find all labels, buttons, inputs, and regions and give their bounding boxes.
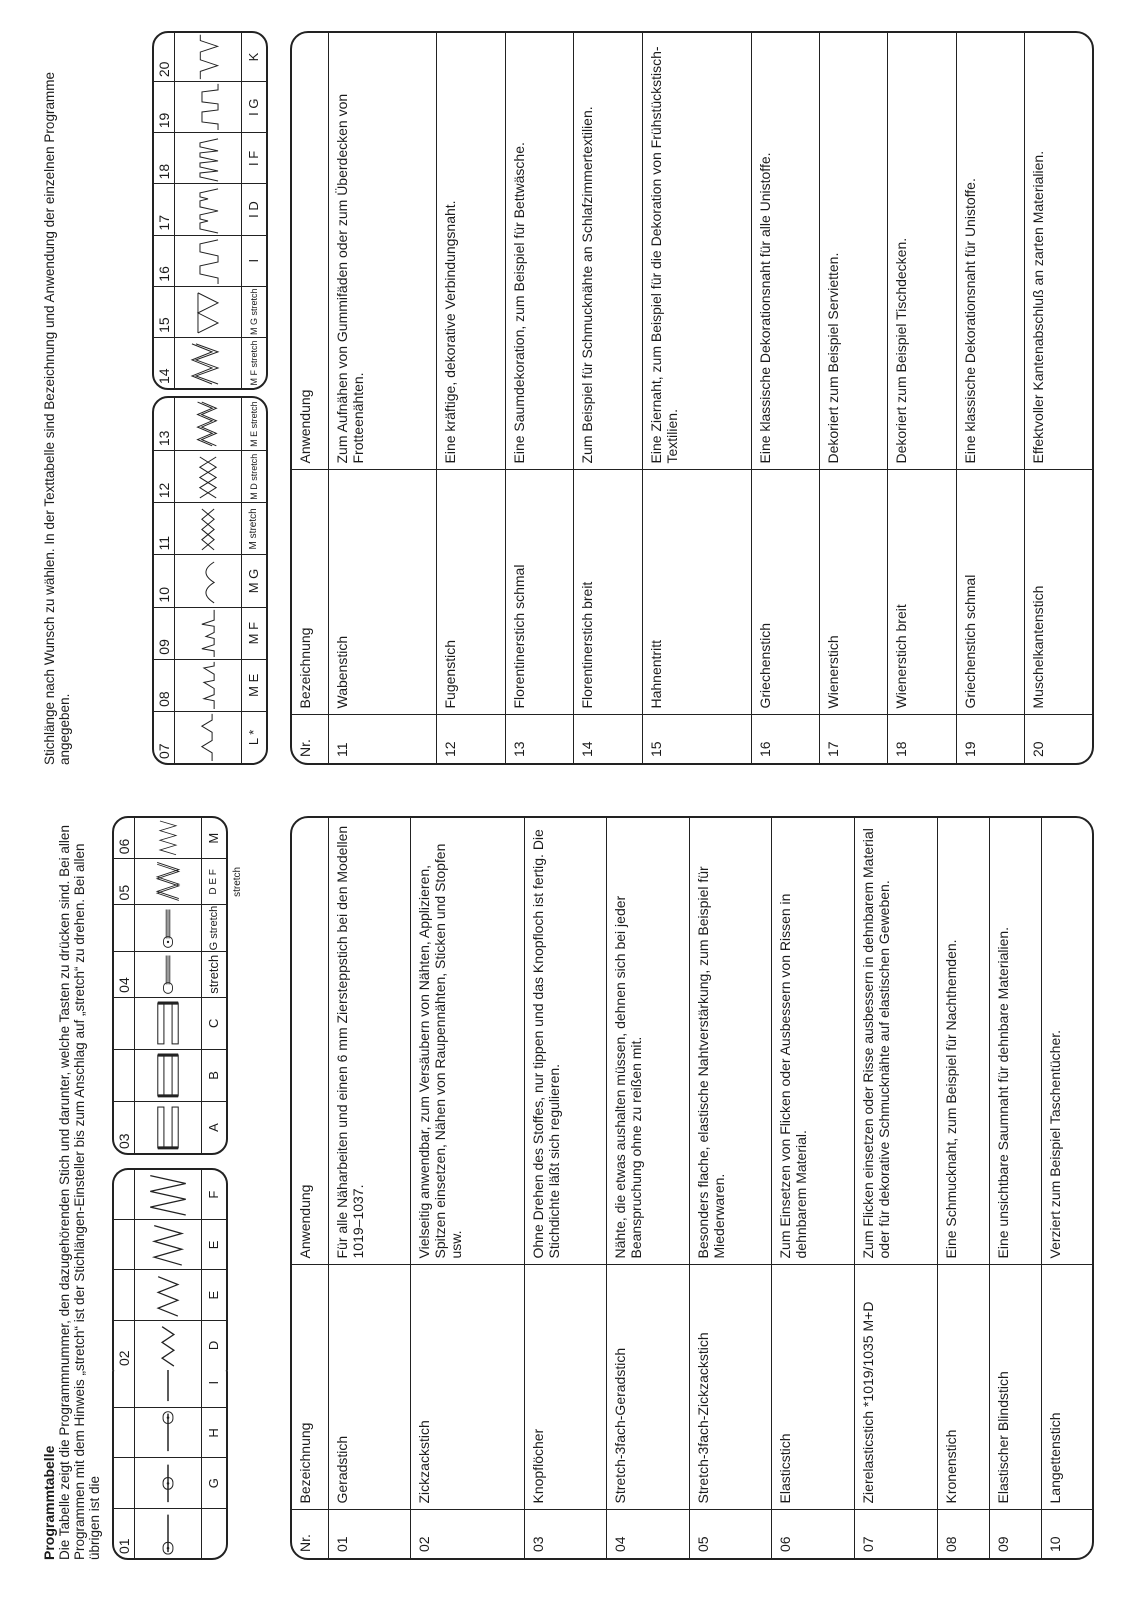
key-label: D E F stretch xyxy=(208,866,243,897)
honeycomb-icon xyxy=(175,503,242,554)
program-number: 15 xyxy=(154,287,175,337)
key-label xyxy=(202,1509,226,1558)
honeycomb-icon xyxy=(175,287,242,337)
row-use: Vielseitig anwendbar, zum Versäubern von Nähten, Applizieren, Spitzen einsetzen, Nähen von Raupennähten, Sticken und Stopfen usw. xyxy=(411,818,524,1265)
stitch-panel-02 xyxy=(112,1168,228,1370)
row-nr: 10 xyxy=(1041,1510,1092,1558)
decorative-icon xyxy=(175,712,242,763)
stitch-cell xyxy=(114,1458,226,1508)
greek-icon xyxy=(175,133,242,183)
row-use: Ohne Drehen des Stoffes, nur tippen und das Knopfloch ist fertig. Die Stichdichte läßt sich regulieren. xyxy=(524,818,607,1265)
row-name: Zierelasticstich *1019/1035 M+D xyxy=(855,1265,938,1510)
table-row xyxy=(751,33,819,763)
program-number: 09 xyxy=(154,608,175,659)
key-label: I xyxy=(246,258,261,263)
table-row xyxy=(956,33,1024,763)
row-use: Eine Ziernaht, zum Beispiel für die Dekoration von Frühstückstisch-Textilien. xyxy=(642,33,751,470)
table-row xyxy=(855,818,938,1558)
table-row xyxy=(411,818,524,1558)
honeycomb-icon xyxy=(175,398,242,450)
stitch-cell xyxy=(154,286,266,337)
row-nr: 13 xyxy=(505,715,573,763)
table-row xyxy=(820,33,888,763)
key-label: M G stretch xyxy=(249,288,259,336)
row-use: Verziert zum Beispiel Taschentücher. xyxy=(1041,818,1092,1265)
table-row xyxy=(328,33,437,763)
row-nr: 05 xyxy=(689,1510,772,1558)
key-label: M E stretch xyxy=(249,401,259,447)
table-row xyxy=(505,33,573,763)
row-name: Wabenstich xyxy=(328,470,437,715)
column-header-nr: Nr. xyxy=(292,1510,328,1558)
stitch-cell xyxy=(154,132,266,183)
row-nr: 07 xyxy=(855,1510,938,1558)
row-name: Florentinerstich breit xyxy=(574,470,642,715)
program-number: 02 xyxy=(114,1321,135,1370)
column-header-name: Bezeichnung xyxy=(292,470,328,715)
row-nr: 09 xyxy=(989,1510,1041,1558)
stitch-cell xyxy=(154,450,266,502)
key-label: M stretch xyxy=(248,508,259,550)
honeycomb-icon xyxy=(175,338,242,388)
triple-zigzag-icon xyxy=(135,859,202,904)
stitch-cell xyxy=(114,1270,226,1320)
intro-block xyxy=(42,820,102,1560)
row-use: Zum Flicken einsetzen oder Risse ausbessern in dehnbarem Material oder für dekorative Schmucknähte auf elastischen Geweben. xyxy=(855,818,938,1265)
row-name: Hahnentritt xyxy=(642,470,751,715)
row-use: Eine klassische Dekorationsnaht für alle Unistoffe. xyxy=(751,33,819,470)
table-row xyxy=(772,818,855,1558)
key-label: M D stretch xyxy=(249,453,259,500)
program-number xyxy=(114,1170,135,1219)
key-label: M F stretch xyxy=(249,340,259,386)
row-use: Eine Schmucknaht, zum Beispiel für Nachthemden. xyxy=(937,818,989,1265)
program-number: 01 xyxy=(114,1509,135,1558)
column-header-name: Bezeichnung xyxy=(292,1265,328,1510)
zigzag-icon xyxy=(135,1271,202,1320)
stitch-panel-01 xyxy=(112,1356,228,1560)
stitch-cell xyxy=(154,607,266,659)
table-row xyxy=(574,33,642,763)
row-nr: 17 xyxy=(820,715,888,763)
row-name: Wienerstich breit xyxy=(888,470,956,715)
program-number: 14 xyxy=(154,338,175,388)
row-name: Knopflöcher xyxy=(524,1265,607,1510)
elastic-icon xyxy=(135,818,202,858)
straight-stitch-icon xyxy=(135,1459,202,1508)
greek-icon xyxy=(175,184,242,234)
program-number: 04 xyxy=(114,952,135,997)
key-label: L * xyxy=(246,729,261,746)
stitch-cell xyxy=(154,337,266,388)
stitch-cell xyxy=(114,904,226,950)
stitch-cell xyxy=(114,1320,226,1370)
scallop-icon xyxy=(175,555,242,606)
program-number: 07 xyxy=(154,712,175,763)
row-nr: 19 xyxy=(956,715,1024,763)
row-name: Stretch-3fach-Zickzackstich xyxy=(689,1265,772,1510)
program-number xyxy=(114,1408,135,1457)
buttonhole-icon xyxy=(135,998,202,1049)
row-name: Griechenstich schmal xyxy=(956,470,1024,715)
stitch-cell xyxy=(114,1508,226,1558)
column-header-nr: Nr. xyxy=(292,715,328,763)
stitch-cell xyxy=(114,858,243,904)
intro-title: Programmtabelle xyxy=(41,1445,57,1560)
program-number xyxy=(114,1220,135,1269)
row-use: Effektvoller Kantenabschluß an zarten Materialien. xyxy=(1025,33,1092,470)
triple-straight-icon xyxy=(135,952,202,997)
table-row xyxy=(328,818,411,1558)
program-number xyxy=(114,1050,135,1101)
program-number xyxy=(114,905,135,950)
row-use: Dekoriert zum Beispiel Tischdecken. xyxy=(888,33,956,470)
zigzag-icon xyxy=(135,1170,202,1219)
row-name: Wienerstich xyxy=(820,470,888,715)
stitch-cell xyxy=(114,1170,226,1219)
table-row xyxy=(437,33,505,763)
row-name: Stretch-3fach-Geradstich xyxy=(607,1265,690,1510)
straight-stitch-icon xyxy=(135,1509,202,1558)
greek-icon xyxy=(175,82,242,132)
stitch-cell xyxy=(114,1219,226,1269)
key-label: stretch xyxy=(206,954,221,994)
program-number: 13 xyxy=(154,398,175,450)
straight-stitch-icon xyxy=(135,1408,202,1457)
stitch-cell xyxy=(114,818,226,858)
row-name: Langettenstich xyxy=(1041,1265,1092,1510)
row-use: Dekoriert zum Beispiel Servietten. xyxy=(820,33,888,470)
stitch-cell xyxy=(154,235,266,286)
stitch-cell xyxy=(154,554,266,606)
table-row xyxy=(1025,33,1092,763)
row-use: Zum Beispiel für Schmucknähte an Schlafzimmertextilien. xyxy=(574,33,642,470)
stitch-cell xyxy=(154,398,266,450)
zigzag-icon xyxy=(135,1321,202,1370)
program-number xyxy=(114,998,135,1049)
key-label: A xyxy=(206,1123,221,1132)
program-number: 08 xyxy=(154,660,175,711)
program-number xyxy=(114,1271,135,1320)
row-nr: 16 xyxy=(751,715,819,763)
stitch-cell xyxy=(114,1407,226,1457)
program-number: 19 xyxy=(154,82,175,132)
stitch-cell xyxy=(154,711,266,763)
zigzag-icon xyxy=(135,1220,202,1269)
key-label: E xyxy=(206,1290,221,1300)
program-table-right xyxy=(290,31,1094,765)
row-nr: 08 xyxy=(937,1510,989,1558)
row-nr: 14 xyxy=(574,715,642,763)
program-number: 16 xyxy=(154,236,175,286)
stitch-panel-07-13 xyxy=(152,396,268,765)
row-name: Muschelkantenstich xyxy=(1025,470,1092,715)
key-label: F xyxy=(206,1190,221,1199)
key-label: K xyxy=(246,52,261,62)
table-row xyxy=(989,818,1041,1558)
program-number: 05 xyxy=(114,859,135,904)
row-name: Kronenstich xyxy=(937,1265,989,1510)
stitch-cell xyxy=(154,33,266,81)
row-nr: 20 xyxy=(1025,715,1092,763)
program-number: 20 xyxy=(154,33,175,81)
key-label: B xyxy=(206,1071,221,1080)
row-name: Zickzackstich xyxy=(411,1265,524,1510)
table-row xyxy=(607,818,690,1558)
program-number: 11 xyxy=(154,503,175,554)
row-nr: 12 xyxy=(437,715,505,763)
honeycomb-icon xyxy=(175,451,242,502)
row-nr: 02 xyxy=(411,1510,524,1558)
program-number: 18 xyxy=(154,133,175,183)
key-label: C xyxy=(206,1018,221,1029)
program-table-left xyxy=(290,816,1094,1560)
program-number: 17 xyxy=(154,184,175,234)
table-row xyxy=(937,818,989,1558)
key-label: D xyxy=(206,1340,221,1351)
buttonhole-icon xyxy=(135,1050,202,1101)
key-label: I D xyxy=(246,201,261,218)
buttonhole-icon xyxy=(135,1102,202,1153)
key-label: G xyxy=(206,1478,221,1489)
row-use: Eine kräftige, dekorative Verbindungsnaht. xyxy=(437,33,505,470)
key-label: M xyxy=(206,832,221,844)
stitch-cell xyxy=(154,81,266,132)
row-use: Besonders flache, elastische Nahtverstärkung, zum Beispiel für Miederwaren. xyxy=(689,818,772,1265)
key-label: I xyxy=(206,1380,221,1385)
row-use: Nähte, die etwas aushalten müssen, dehnen sich bei jeder Beanspruchung ohne zu reißen mit. xyxy=(607,818,690,1265)
key-label: G stretch xyxy=(208,905,220,951)
column-header-use: Anwendung xyxy=(292,33,328,470)
key-label: E xyxy=(206,1240,221,1250)
shell-icon xyxy=(175,33,242,81)
table-row xyxy=(888,33,956,763)
blindstitch-icon xyxy=(175,608,242,659)
table-row xyxy=(1041,818,1092,1558)
stitch-cell xyxy=(154,502,266,554)
row-nr: 11 xyxy=(328,715,437,763)
stitch-cell xyxy=(114,997,226,1049)
row-nr: 04 xyxy=(607,1510,690,1558)
row-nr: 03 xyxy=(524,1510,607,1558)
row-use: Zum Aufnähen von Gummifäden oder zum Überdecken von Frotteenähten. xyxy=(328,33,437,470)
program-number: 10 xyxy=(154,555,175,606)
row-nr: 06 xyxy=(772,1510,855,1558)
row-name: Fugenstich xyxy=(437,470,505,715)
row-name: Elasticstich xyxy=(772,1265,855,1510)
row-use: Eine klassische Dekorationsnaht für Unistoffe. xyxy=(956,33,1024,470)
row-use: Eine unsichtbare Saumnaht für dehnbare Materialien. xyxy=(989,818,1041,1265)
row-name: Elastischer Blindstich xyxy=(989,1265,1041,1510)
row-use: Für alle Näharbeiten und einen 6 mm Ziersteppstich bei den Modellen 1019–1037. xyxy=(328,818,411,1265)
triple-straight-icon xyxy=(135,905,202,950)
stitch-cell xyxy=(154,183,266,234)
row-nr: 01 xyxy=(328,1510,411,1558)
stitch-cell xyxy=(114,1049,226,1101)
row-nr: 18 xyxy=(888,715,956,763)
program-number: 12 xyxy=(154,451,175,502)
row-name: Florentinerstich schmal xyxy=(505,470,573,715)
key-label: I F xyxy=(246,150,261,166)
stitch-panel-03-06 xyxy=(112,816,243,1155)
stitch-cell xyxy=(114,1101,226,1153)
program-number xyxy=(114,1459,135,1508)
row-use: Eine Saumdekoration, zum Beispiel für Bettwäsche. xyxy=(505,33,573,470)
key-label: M G xyxy=(246,568,261,594)
row-name: Geradstich xyxy=(328,1265,411,1510)
row-use: Zum Einsetzen von Flicken oder Ausbessern von Rissen in dehnbarem Material. xyxy=(772,818,855,1265)
stitch-panel-14-20 xyxy=(152,31,268,390)
program-number: 03 xyxy=(114,1102,135,1153)
program-number: 06 xyxy=(114,818,135,858)
crown-icon xyxy=(175,660,242,711)
row-nr: 15 xyxy=(642,715,751,763)
row-name: Griechenstich xyxy=(751,470,819,715)
stitch-cell xyxy=(154,659,266,711)
table-row xyxy=(642,33,751,763)
greek-icon xyxy=(175,236,242,286)
column-header-use: Anwendung xyxy=(292,818,328,1265)
table-row xyxy=(689,818,772,1558)
intro-text: Die Tabelle zeigt die Programmnummer, den dazugehörenden Stich und darunter, welche Tasten zu drücken sind. Bei allen Programmen mit dem Hinweis „stretch“ ist der Stichlängen-Einsteller bis zum Anschlag auf „stretch“ zu drehen. Bei allen übrigen ist die xyxy=(57,825,102,1560)
key-label: I G xyxy=(246,98,261,116)
stitch-cell xyxy=(114,951,226,997)
key-label: M F xyxy=(246,621,261,645)
intro-continuation: Stichlänge nach Wunsch zu wählen. In der Texttabelle sind Bezeichnung und Anwendung der einzelnen Programme angegeben. xyxy=(42,72,72,765)
key-label: M E xyxy=(246,673,261,697)
key-label: H xyxy=(206,1428,221,1438)
table-row xyxy=(524,818,607,1558)
